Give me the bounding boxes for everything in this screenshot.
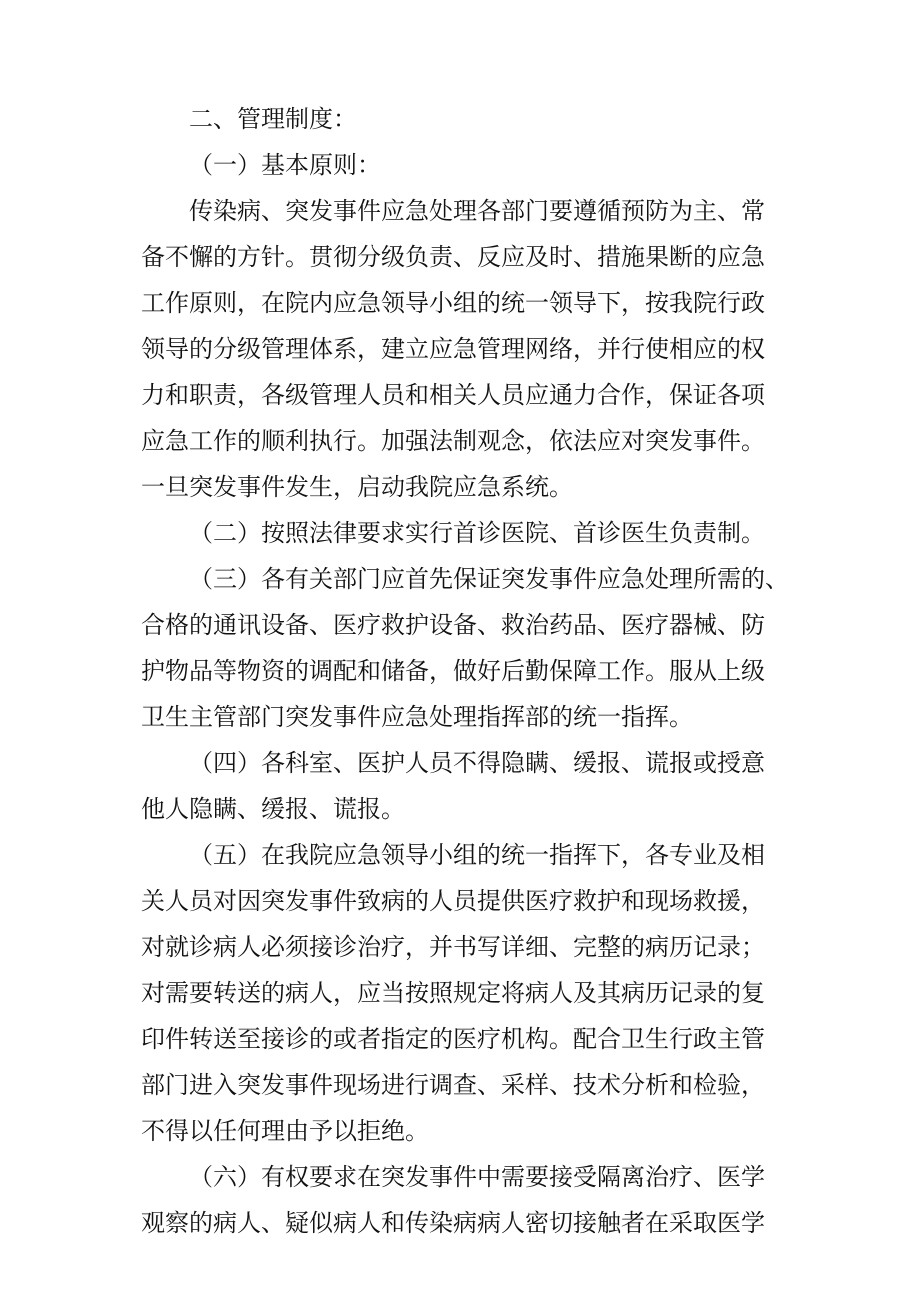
sub-heading-basic-principles: （一）基本原则： xyxy=(189,151,381,179)
paragraph-line: 不得以任何理由予以拒绝。 xyxy=(141,1117,429,1145)
paragraph-line: 观察的病人、疑似病人和传染病病人密切接触者在采取医学 xyxy=(141,1209,765,1237)
paragraph-4 xyxy=(141,740,791,832)
paragraph-1 xyxy=(141,188,791,510)
paragraph-line: 一旦突发事件发生，启动我院应急系统。 xyxy=(141,473,573,501)
paragraph-line: 应急工作的顺利执行。加强法制观念，依法应对突发事件。 xyxy=(141,427,765,455)
paragraph-line: 工作原则，在院内应急领导小组的统一领导下，按我院行政 xyxy=(141,289,765,317)
paragraph-line: （五）在我院应急领导小组的统一指挥下，各专业及相 xyxy=(189,841,765,869)
paragraph-line: 备不懈的方针。贯彻分级负责、反应及时、措施果断的应急 xyxy=(141,243,765,271)
paragraph-line: 传染病、突发事件应急处理各部门要遵循预防为主、常 xyxy=(189,197,765,225)
paragraph-line: 他人隐瞒、缓报、谎报。 xyxy=(141,795,405,823)
paragraph-line: （二）按照法律要求实行首诊医院、首诊医生负责制。 xyxy=(189,519,765,547)
paragraph-line: （四）各科室、医护人员不得隐瞒、缓报、谎报或授意 xyxy=(189,749,765,777)
paragraph-line: 护物品等物资的调配和储备，做好后勤保障工作。服从上级 xyxy=(141,657,765,685)
paragraph-line: 印件转送至接诊的或者指定的医疗机构。配合卫生行政主管 xyxy=(141,1025,765,1053)
paragraph-3 xyxy=(141,556,791,740)
paragraph-line: 合格的通讯设备、医疗救护设备、救治药品、医疗器械、防 xyxy=(141,611,765,639)
paragraph-line: 卫生主管部门突发事件应急处理指挥部的统一指挥。 xyxy=(141,703,693,731)
paragraph-line: 对就诊病人必须接诊治疗，并书写详细、完整的病历记录； xyxy=(141,933,765,961)
paragraph-6 xyxy=(141,1154,791,1246)
paragraph-line: （六）有权要求在突发事件中需要接受隔离治疗、医学 xyxy=(189,1163,765,1191)
paragraph-line: （三）各有关部门应首先保证突发事件应急处理所需的、 xyxy=(189,565,789,593)
paragraph-line: 部门进入突发事件现场进行调查、采样、技术分析和检验， xyxy=(141,1071,765,1099)
section-heading: 二、管理制度： xyxy=(189,105,357,133)
paragraph-line: 对需要转送的病人，应当按照规定将病人及其病历记录的复 xyxy=(141,979,765,1007)
paragraph-5 xyxy=(141,832,791,1154)
paragraph-2 xyxy=(141,510,791,556)
paragraph-line: 力和职责，各级管理人员和相关人员应通力合作，保证各项 xyxy=(141,381,765,409)
paragraph-line: 关人员对因突发事件致病的人员提供医疗救护和现场救援， xyxy=(141,887,765,915)
paragraph-line: 领导的分级管理体系，建立应急管理网络，并行使相应的权 xyxy=(141,335,765,363)
